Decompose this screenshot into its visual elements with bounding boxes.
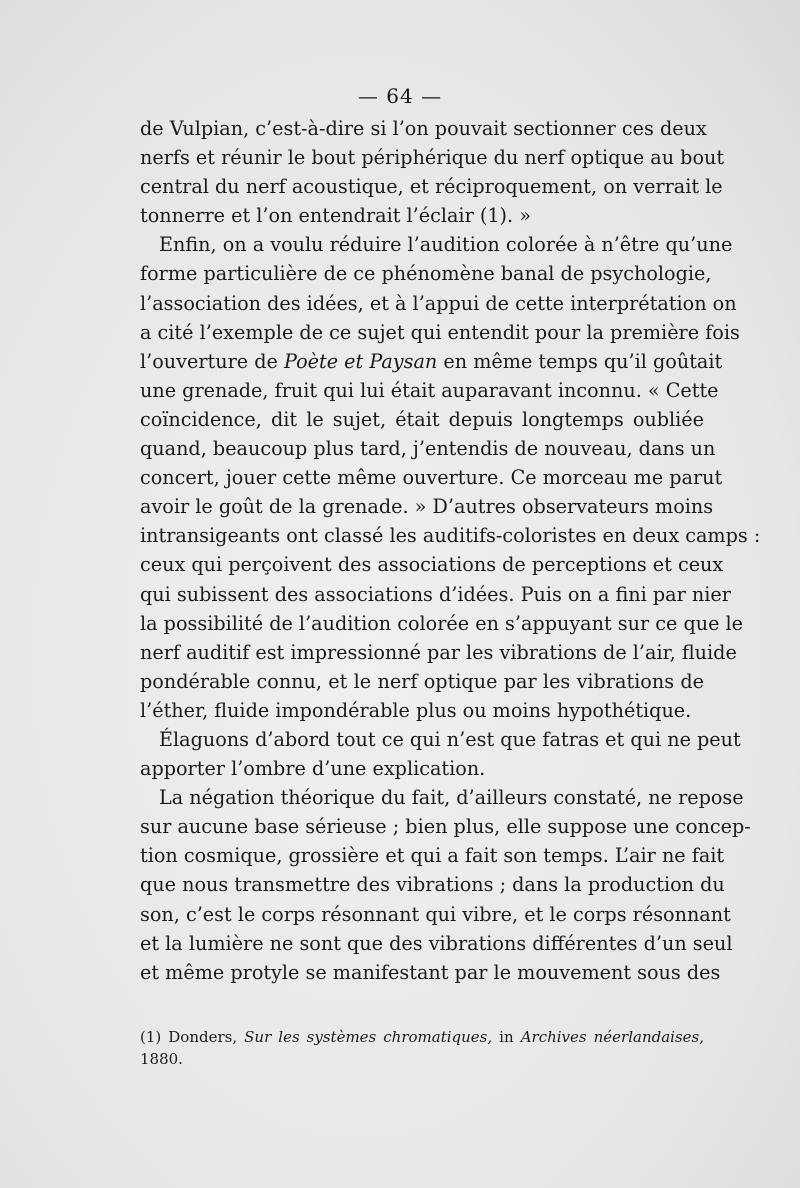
text-line bbox=[140, 347, 723, 376]
body-text bbox=[140, 114, 761, 987]
footnote-line: 1880. bbox=[140, 1050, 183, 1068]
text-fragment: l’ouverture de bbox=[140, 349, 284, 373]
footnote-text: in bbox=[492, 1028, 521, 1046]
text-line: que nous transmettre des vibrations ; dans la production du bbox=[140, 873, 725, 897]
text-line: de Vulpian, c’est-à-dire si l’on pouvait sectionner ces deux bbox=[140, 117, 707, 140]
text-line: l’association des idées, et à l’appui de cette interprétation on bbox=[140, 291, 737, 315]
text-line: concert, jouer cette même ouverture. Ce morceau me parut bbox=[140, 466, 723, 490]
text-line: tion cosmique, grossière et qui a fait son temps. L’air ne fait bbox=[140, 844, 725, 868]
text-line: la possibilité de l’audition colorée en s’appuyant sur ce que le bbox=[140, 611, 744, 635]
text-line: Enfin, on a voulu réduire l’audition colorée à n’être qu’une bbox=[159, 233, 733, 257]
text-line: avoir le goût de la grenade. » D’autres observateurs moins bbox=[140, 495, 714, 519]
text-line: intransigeants ont classé les auditifs-coloristes en deux camps : bbox=[140, 524, 761, 548]
text-fragment: en même temps qu’il goûtait bbox=[437, 349, 723, 373]
text-line: apporter l’ombre d’une explication. bbox=[140, 757, 486, 781]
text-line: quand, beaucoup plus tard, j’entendis de nouveau, dans un bbox=[140, 437, 716, 461]
text-line: La négation théorique du fait, d’ailleurs constaté, ne repose bbox=[159, 786, 744, 810]
text-line: nerf auditif est impressionné par les vibrations de l’air, fluide bbox=[140, 640, 737, 664]
footnote-title: Sur les systèmes chromatiques, bbox=[244, 1028, 493, 1046]
footnote-line bbox=[140, 1026, 704, 1048]
work-title: Poète et Paysan bbox=[283, 349, 438, 373]
footnote-journal: Archives néerlandaises, bbox=[520, 1028, 704, 1046]
text-line: pondérable connu, et le nerf optique par les vibrations de bbox=[140, 669, 704, 693]
text-line: central du nerf acoustique, et réciproquement, on verrait le bbox=[140, 175, 723, 199]
text-line: coïncidence, dit le sujet, était depuis longtemps oubliée bbox=[140, 407, 704, 431]
text-line: qui subissent des associations d’idées. Puis on a fini par nier bbox=[140, 582, 731, 606]
text-line: l’éther, fluide impondérable plus ou moins hypothétique. bbox=[140, 698, 692, 722]
page-number: — 64 — bbox=[357, 84, 443, 108]
text-line: tonnerre et l’on entendrait l’éclair (1). » bbox=[140, 204, 531, 228]
text-line: et même protyle se manifestant par le mouvement sous des bbox=[140, 960, 721, 984]
text-line: et la lumière ne sont que des vibrations différentes d’un seul bbox=[140, 931, 733, 955]
footnote bbox=[140, 1026, 704, 1070]
text-line: a cité l’exemple de ce sujet qui entendit pour la première fois bbox=[140, 320, 740, 344]
text-line: son, c’est le corps résonnant qui vibre, et le corps résonnant bbox=[140, 902, 731, 926]
text-line: sur aucune base sérieuse ; bien plus, elle suppose une concep- bbox=[140, 815, 751, 839]
text-line: Élaguons d’abord tout ce qui n’est que fatras et qui ne peut bbox=[159, 727, 741, 751]
text-line: nerfs et réunir le bout périphérique du nerf optique au bout bbox=[140, 146, 725, 170]
text-line: forme particulière de ce phénomène banal de psychologie, bbox=[140, 262, 712, 286]
text-line: ceux qui perçoivent des associations de perceptions et ceux bbox=[140, 553, 724, 577]
footnote-text: (1) Donders, bbox=[140, 1028, 245, 1046]
text-line: une grenade, fruit qui lui était auparavant inconnu. « Cette bbox=[140, 378, 719, 402]
